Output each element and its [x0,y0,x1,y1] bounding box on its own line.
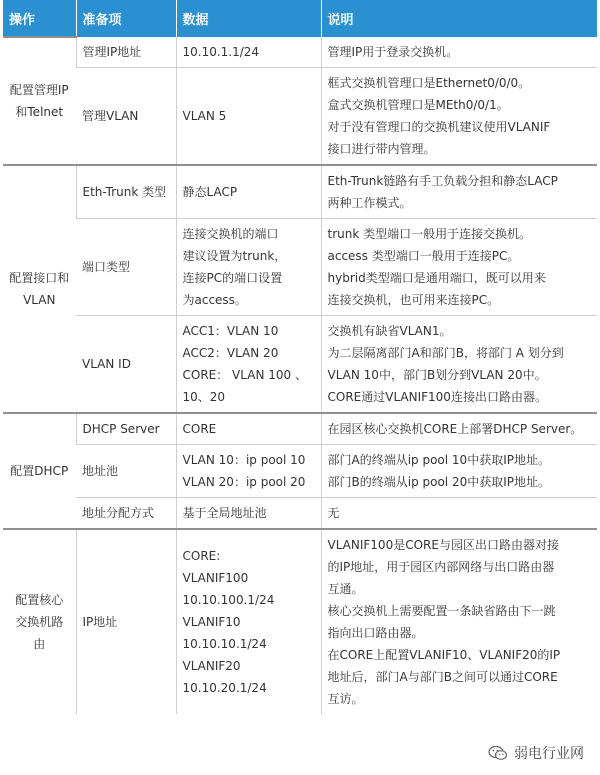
text-line: VLANIF100 [182,571,249,585]
text-line: 配置接口和 [9,271,70,285]
text-line: 交换机有缺省VLAN1。 [327,324,452,338]
text-line: trunk 类型端口一般用于连接交换机。 [327,227,532,241]
text-line: CORE通过VLANIF100连接出口路由器。 [327,390,547,404]
header-prep: 准备项 [76,0,176,37]
text-line: 交换机路 [15,615,64,629]
text-line: 由 [33,637,46,651]
wechat-icon [488,745,508,761]
operation-cell [3,413,76,529]
prep-item-cell: 地址池 [76,445,176,498]
text-line: VLAN [23,293,56,307]
text-line: CORE： VLAN 100 、 [182,368,307,382]
text-line: 部门A的终端从ip pool 10中获取IP地址。 [327,453,550,467]
prep-item-cell: Eth-Trunk 类型 [76,165,176,219]
text-line: ACC1：VLAN 10 [182,324,279,338]
watermark-text: 弱电行业网 [514,746,584,762]
text-line: 配置DHCP [10,464,69,478]
text-line: 部门B的终端从ip pool 20中获取IP地址。 [327,475,550,489]
text-line: access 类型端口一般用于连接PC。 [327,249,520,263]
text-line: CORE: [182,549,221,563]
text-line: VLAN 10：ip pool 10 [182,453,306,467]
text-line: Eth-Trunk链路有手工负载分担和静态LACP [327,174,558,188]
table-row [3,316,597,414]
text-line: 10、20 [182,390,226,404]
text-line: 10.10.100.1/24 [182,593,275,607]
description-cell [321,219,597,316]
prep-item-cell: IP地址 [76,529,176,714]
description-cell [321,413,597,445]
text-line: 接口进行带内管理。 [327,142,436,156]
description-cell [321,37,597,68]
text-line: hybrid类型端口是通用端口，既可以用来 [327,271,546,285]
text-line: 对于没有管理口的交换机建议使用VLANIF [327,120,551,134]
text-line: 10.10.1.1/24 [182,45,260,59]
table-row [3,498,597,530]
text-line: 框式交换机管理口是Ethernet0/0/0。 [327,76,531,90]
text-line: VLANIF100是CORE与园区出口路由器对接 [327,538,559,552]
description-cell [321,68,597,166]
prep-item-cell: DHCP Server [76,413,176,445]
data-cell [176,529,321,714]
text-line: VLANIF10 [182,615,241,629]
table-header-row [3,0,597,37]
table-row [3,445,597,498]
watermark [486,743,586,763]
operation-cell [3,37,76,165]
text-line: 10.10.10.1/24 [182,637,267,651]
prep-item-cell: 管理VLAN [76,68,176,166]
table-row [3,529,597,714]
data-cell [176,445,321,498]
table-row [3,37,597,68]
prep-item-cell: 管理IP地址 [76,37,176,68]
operation-cell [3,529,76,714]
text-line: 配置管理IP [9,83,69,97]
data-cell [176,498,321,530]
text-line: 连接PC的端口设置 [182,271,283,285]
text-line: 静态LACP [182,185,238,199]
data-cell [176,37,321,68]
text-line: VLANIF20 [182,659,241,673]
text-line: 连接交换机，也可用来连接PC。 [327,293,500,307]
text-line: 互访。 [327,692,364,706]
text-line: 基于全局地址池 [182,506,267,520]
text-line: 的IP地址，用于园区内部网络与出口路由器 [327,560,555,574]
description-cell [321,445,597,498]
table-row [3,165,597,219]
text-line: VLAN 10中，部门B划分到VLAN 20中。 [327,368,547,382]
description-cell [321,316,597,414]
data-cell [176,413,321,445]
text-line: 和Telnet [15,105,64,119]
header-desc: 说明 [321,0,597,37]
text-line: ACC2：VLAN 20 [182,346,279,360]
data-cell [176,165,321,219]
text-line: 在CORE上配置VLANIF10、VLANIF20的IP [327,648,561,662]
text-line: 在园区核心交换机CORE上部署DHCP Server。 [327,422,583,436]
text-line: 连接交换机的端口 [182,227,279,241]
description-cell [321,165,597,219]
header-data: 数据 [176,0,321,37]
description-cell [321,529,597,714]
table-row [3,219,597,316]
description-cell [321,498,597,530]
prep-item-cell: 地址分配方式 [76,498,176,530]
text-line: 两种工作模式。 [327,196,412,210]
prep-item-cell: VLAN ID [76,316,176,414]
text-line: VLAN 20：ip pool 20 [182,475,306,489]
data-cell [176,68,321,166]
text-line: CORE [182,422,217,436]
text-line: 指向出口路由器。 [327,626,424,640]
operation-cell [3,165,76,413]
table-row [3,413,597,445]
text-line: 管理IP用于登录交换机。 [327,45,459,59]
config-table [3,0,597,714]
text-line: 无 [327,506,340,520]
text-line: 建议设置为trunk， [182,249,287,263]
text-line: 10.10.20.1/24 [182,681,267,695]
text-line: 为二层隔离部门A和部门B，将部门 A 划分到 [327,346,564,360]
header-op: 操作 [3,0,76,37]
text-line: 为access。 [182,293,247,307]
text-line: 配置核心 [15,593,64,607]
text-line: VLAN 5 [182,109,227,123]
text-line: 盒式交换机管理口是MEth0/0/1。 [327,98,509,112]
text-line: 地址后，部门A与部门B之间可以通过CORE [327,670,558,684]
prep-item-cell: 端口类型 [76,219,176,316]
text-line: 互通。 [327,582,364,596]
data-cell [176,316,321,414]
table-body [3,37,597,714]
text-line: 核心交换机上需要配置一条缺省路由下一跳 [327,604,556,618]
data-cell [176,219,321,316]
table-row [3,68,597,166]
